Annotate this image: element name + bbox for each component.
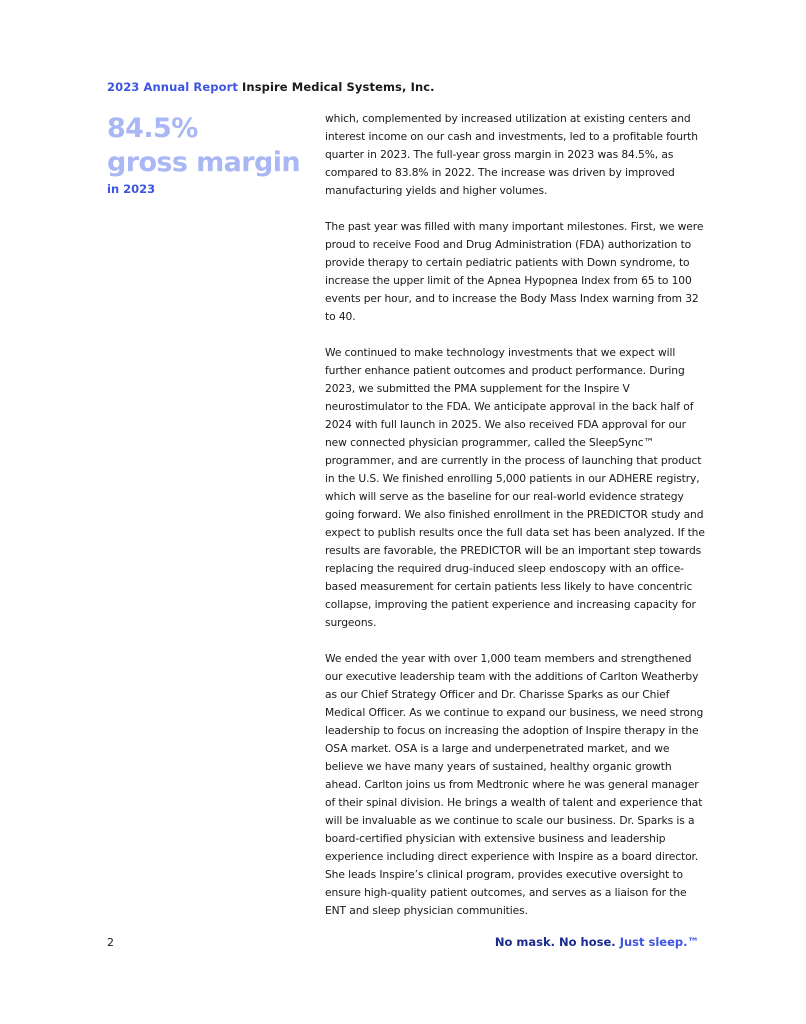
- paragraph: The past year was filled with many important milestones. First, we were proud to receive Food and Drug Administration (FDA) authorization to provide therapy to certain pediatric patients with Down syndrome, to increase the upper limit of the Apnea Hypopnea Index from 65 to 100 events per hour, and to increase the Body Mass Index warning from 32 to 40.: [325, 220, 704, 323]
- callout-label: gross margin: [107, 147, 301, 178]
- report-label: 2023 Annual Report: [107, 80, 238, 94]
- callout-value: 84.5%: [107, 113, 198, 144]
- company-name: Inspire Medical Systems, Inc.: [242, 80, 435, 94]
- footer-tagline: [495, 935, 699, 949]
- gross-margin-callout: [107, 112, 307, 196]
- callout-period: in 2023: [107, 182, 156, 196]
- tagline-accent: Just sleep.™: [619, 935, 699, 949]
- page-header: [107, 80, 435, 94]
- paragraph: We ended the year with over 1,000 team members and strengthened our executive leadership team with the additions of Carlton Weatherby as our Chief Strategy Officer and Dr. Charisse Sparks as our Chief Medical Officer. As we continue to expand our business, we need strong leadership to focus on increasing the adoption of Inspire therapy in the OSA market. OSA is a large and underpenetrated market, and we believe we have many years of sustained, healthy organic growth ahead. Carlton joins us from Medtronic where he was general manager of their spinal division. He brings a wealth of talent and experience that will be invaluable as we continue to scale our business. Dr. Sparks is a board-certified physician with extensive business and leadership experience including direct experience with Inspire as a board director. She leads Inspire’s clinical program, provides executive oversight to ensure high-quality patient outcomes, and serves as a liaison for the ENT and sleep physician communities.: [325, 652, 704, 917]
- body-text: [325, 110, 710, 938]
- tagline-main: No mask. No hose.: [494, 935, 616, 949]
- paragraph: We continued to make technology investments that we expect will further enhance patient outcomes and product performance. During 2023, we submitted the PMA supplement for the Inspire V neurostimulator to the FDA. We anticipate approval in the back half of 2024 with full launch in 2025. We also received FDA approval for our new connected physician programmer, called the SleepSync™ programmer, and are currently in the process of launching that product in the U.S. We finished enrolling 5,000 patients in our ADHERE registry, which will serve as the baseline for our real-world evidence strategy going forward. We also finished enrollment in the PREDICTOR study and expect to publish results once the full data set has been analyzed. If the results are favorable, the PREDICTOR will be an important step towards replacing the required drug-induced sleep endoscopy with an office-based measurement for certain patients less likely to have concentric collapse, improving the patient experience and increasing capacity for surgeons.: [325, 346, 705, 629]
- page-number: 2: [107, 936, 114, 949]
- paragraph: which, complemented by increased utilization at existing centers and interest income on our cash and investments, led to a profitable fourth quarter in 2023. The full-year gross margin in 2023 was 84.5%, as compared to 83.8% in 2022. The increase was driven by improved manufacturing yields and higher volumes.: [325, 112, 698, 197]
